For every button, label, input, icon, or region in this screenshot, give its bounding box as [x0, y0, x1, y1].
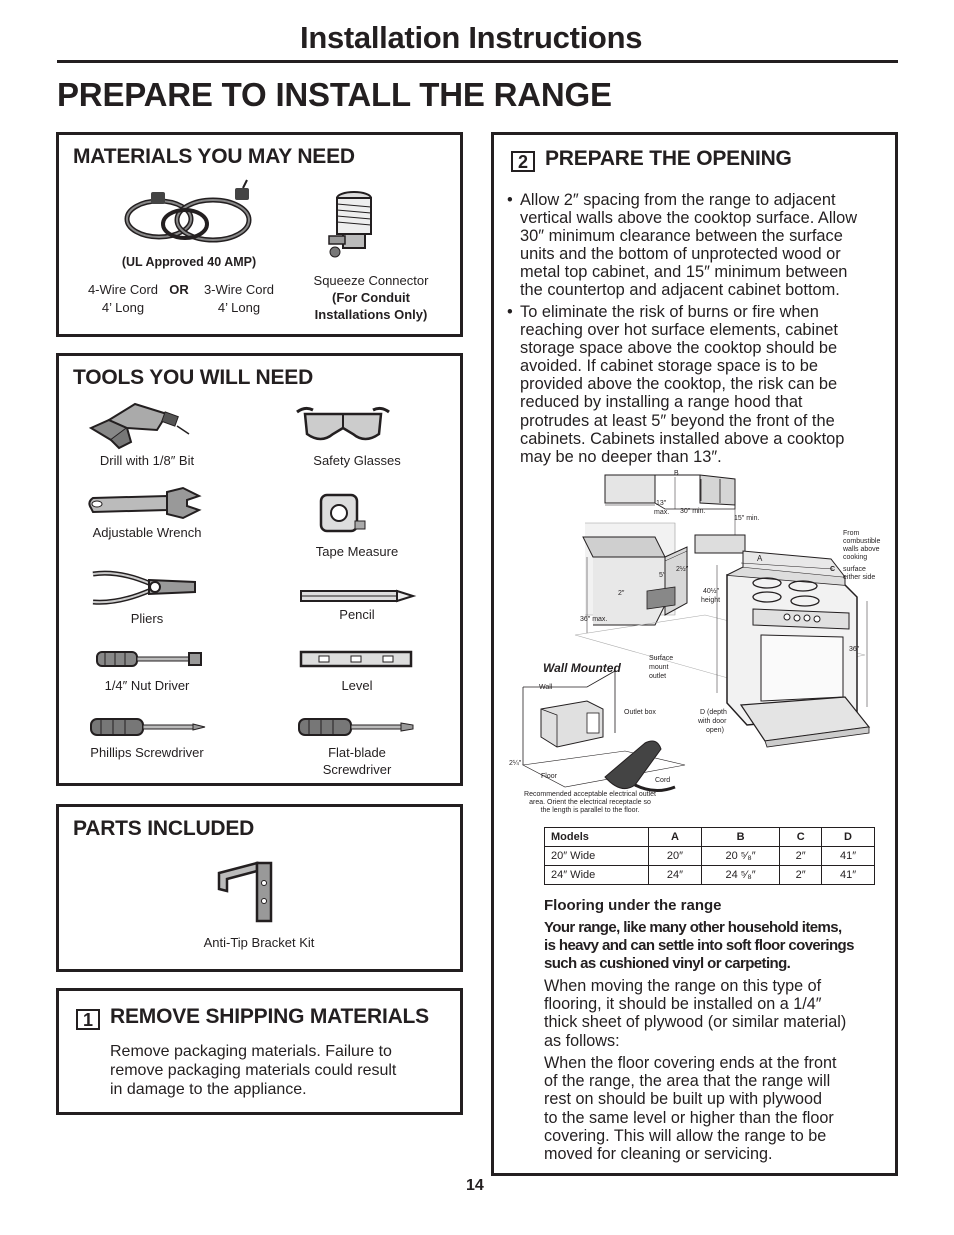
dim-2half-label: 2½″	[676, 566, 689, 573]
warn-line: is heavy and can settle into soft floor coverings	[544, 937, 854, 955]
table-row	[545, 866, 875, 885]
b1-line: units and the bottom of unprotected wood or	[520, 245, 841, 264]
flooring-para-1	[544, 977, 846, 1050]
drill-icon	[87, 396, 192, 451]
pencil-icon	[299, 588, 417, 604]
table-header: B	[701, 828, 779, 847]
b2-line: To eliminate the risk of burns or fire when	[520, 303, 819, 321]
bullet-spacing: • Allow 2″ spacing from the range to adjacent vertical walls above the cooktop surface. Allow 30″ minimum clearance between the surface units and the bottom of unprotected wood or metal top cabinet, and 15″ minimum between the countertop and adjacent cabinet bottom.	[507, 191, 858, 300]
b2-line: cabinets. Cabinets installed above a cooktop	[520, 429, 845, 448]
table-header-row	[545, 828, 875, 847]
dim-5-label: 5″	[659, 572, 666, 579]
materials-title: MATERIALS YOU MAY NEED	[73, 145, 355, 168]
surface-label-2: mount	[649, 664, 669, 671]
from-label-1: From	[843, 530, 860, 537]
level-icon	[299, 650, 413, 668]
b2-line: storage space above the cooktop should be	[520, 339, 838, 358]
step-1-badge: 1	[76, 1009, 100, 1030]
nut-driver-icon	[95, 650, 203, 668]
pencil-label: Pencil	[339, 607, 375, 622]
recommend-label-1: Recommended acceptable electrical outlet	[524, 791, 656, 798]
flat-label-2: Screwdriver	[322, 762, 392, 777]
table-cell: 20″ Wide	[545, 847, 649, 866]
height-label: height	[701, 597, 721, 604]
phillips-label: Phillips Screwdriver	[90, 745, 204, 760]
p2-line: of the range, the area that the range will	[544, 1072, 831, 1091]
tools-title: TOOLS YOU WILL NEED	[73, 366, 314, 389]
remove-line-1: Remove packaging materials. Failure to	[110, 1043, 392, 1060]
cord3-length: 4’ Long	[217, 300, 261, 315]
b1-line: vertical walls above the cooktop surface. Allow	[520, 209, 858, 228]
p2-line: When the floor covering ends at the front	[544, 1054, 837, 1072]
recommend-label-3: the length is parallel to the floor.	[540, 807, 640, 814]
outlet-box-label: Outlet box	[624, 709, 656, 716]
cord4-label: 4-Wire Cord	[87, 282, 159, 297]
b1-line: Allow 2″ spacing from the range to adjacent	[520, 191, 836, 209]
warn-line: Your range, like many other household items,	[544, 919, 842, 936]
table-cell: 24″ Wide	[545, 866, 649, 885]
dim-2-label: 2″	[618, 590, 625, 597]
recommend-label-2: area. Orient the electrical receptacle so	[529, 799, 651, 806]
from-label-4: cooking	[843, 554, 868, 561]
p2-line: moved for cleaning or servicing.	[544, 1145, 773, 1164]
b1-line: the countertop and adjacent cabinet bottom.	[520, 281, 840, 300]
cord4-length: 4’ Long	[101, 300, 145, 315]
b2-line: provided above the cooktop, the risk can be	[520, 375, 838, 394]
b2-line: reduced by installing a range hood that	[520, 393, 803, 412]
materials-box	[56, 132, 463, 337]
drill-label: Drill with 1/8″ Bit	[99, 453, 195, 468]
table-cell: 2″	[780, 847, 822, 866]
parts-box	[56, 804, 463, 972]
bullet-burns: • To eliminate the risk of burns or fire when reaching over hot surface elements, cabinet storage space above the cooktop should be avoided. If cabinet storage space is to be provided above the cooktop, the risk can be reduced by installing a range hood that protrudes at least 5″ beyond the front of the cabinets. Cabinets installed above a cooktop may be no deeper than 13″.	[507, 303, 845, 466]
dim-a-label: A	[757, 554, 763, 563]
nutdriver-label: 1/4″ Nut Driver	[104, 678, 190, 693]
surface-label-3: outlet	[649, 673, 667, 680]
models-table	[544, 827, 875, 885]
ul-label: (UL Approved 40 AMP)	[121, 255, 257, 269]
b1-line: metal top cabinet, and 15″ minimum between	[520, 263, 848, 282]
dim-40-label: 40½″	[703, 588, 720, 595]
p2-line: to the same level or higher than the floor	[544, 1108, 834, 1127]
dim-max-label: max.	[654, 509, 670, 516]
from-label-3: walls above	[843, 546, 880, 553]
table-header: A	[648, 828, 701, 847]
squeeze-connector-icon	[329, 190, 379, 265]
pliers-label: Pliers	[130, 611, 164, 626]
d-depth-label-2: with door	[698, 718, 727, 725]
b1-line: 30″ minimum clearance between the surface	[520, 227, 843, 246]
p1-line: When moving the range on this type of	[544, 977, 822, 995]
bracket-label: Anti-Tip Bracket Kit	[203, 935, 315, 950]
table-cell: 20″	[648, 847, 701, 866]
table-cell: 41″	[822, 847, 875, 866]
p1-line: flooring, it should be installed on a 1/4″	[544, 995, 822, 1014]
page-number: 14	[466, 1177, 484, 1194]
dim-36max-label: 36″ max.	[580, 616, 608, 623]
dim-b-label: B	[674, 470, 679, 477]
or-label: OR	[169, 282, 189, 297]
dim-2quarter-label: 2¼″	[509, 760, 522, 767]
page-title: PREPARE TO INSTALL THE RANGE	[57, 76, 612, 113]
flooring-para-2	[544, 1054, 836, 1163]
from-label-5: surface	[843, 566, 866, 573]
p1-line: thick sheet of plywood (or similar material)	[544, 1013, 847, 1032]
flooring-warning	[544, 919, 854, 974]
installation-diagram	[505, 465, 895, 810]
d-depth-label-3: open)	[706, 727, 724, 734]
conduit-label-2: Installations Only)	[314, 307, 428, 322]
from-label-2: combustible	[843, 538, 881, 545]
table-header: D	[822, 828, 875, 847]
table-cell: 24 ⁵⁄₈″	[701, 866, 779, 885]
header-title: Installation Instructions	[300, 20, 643, 55]
power-cord-icon	[123, 186, 263, 256]
remove-line-2: remove packaging materials could result	[110, 1062, 397, 1079]
p2-line: covering. This will allow the range to be	[544, 1126, 827, 1145]
d-depth-label-1: D (depth	[700, 709, 727, 716]
b2-line: protrudes at least 5″ beyond the front of the	[520, 411, 835, 430]
conduit-label-1: (For Conduit	[332, 290, 410, 305]
remove-box	[56, 988, 463, 1115]
wrench-label: Adjustable Wrench	[92, 525, 202, 540]
table-header: Models	[545, 828, 649, 847]
table-cell: 20 ⁵⁄₈″	[701, 847, 779, 866]
header-rule	[57, 60, 898, 63]
tools-box	[56, 353, 463, 786]
dim-15-label: 15″ min.	[734, 515, 760, 522]
pliers-icon	[89, 566, 199, 608]
cord3-label: 3-Wire Cord	[203, 282, 275, 297]
anti-tip-bracket-icon	[217, 859, 279, 925]
wall-label: Wall	[539, 684, 553, 691]
b2-line: reaching over hot surface elements, cabinet	[520, 321, 838, 340]
dim-30-label: 30″ min.	[680, 508, 706, 515]
table-cell: 41″	[822, 866, 875, 885]
flat-label-1: Flat-blade	[328, 745, 386, 760]
wall-mounted-label: Wall Mounted	[543, 661, 621, 675]
tape-measure-icon	[317, 491, 367, 535]
step-2-badge: 2	[511, 151, 535, 172]
flooring-title: Flooring under the range	[544, 897, 722, 914]
b2-line: avoided. If cabinet storage space is to be	[520, 357, 818, 376]
table-cell: 2″	[780, 866, 822, 885]
adjustable-wrench-icon	[87, 486, 202, 520]
squeeze-label: Squeeze Connector	[313, 273, 429, 288]
level-label: Level	[341, 678, 373, 693]
table-header: C	[780, 828, 822, 847]
from-label-6: either side	[843, 574, 876, 581]
dim-36-label: 36″	[849, 646, 860, 653]
dim-c-label: C	[830, 566, 836, 573]
opening-title: PREPARE THE OPENING	[545, 147, 792, 170]
remove-line-3: in damage to the appliance.	[110, 1081, 307, 1098]
p2-line: rest on should be built up with plywood	[544, 1090, 823, 1109]
floor-label: Floor	[541, 773, 557, 780]
glasses-label: Safety Glasses	[313, 453, 401, 468]
b2-line: may be no deeper than 13″.	[520, 447, 722, 466]
flat-screwdriver-icon	[297, 718, 415, 736]
parts-title: PARTS INCLUDED	[73, 817, 255, 840]
safety-glasses-icon	[295, 404, 391, 448]
warn-line: such as cushioned vinyl or carpeting.	[544, 955, 791, 973]
remove-title: REMOVE SHIPPING MATERIALS	[110, 1005, 429, 1028]
table-cell: 24″	[648, 866, 701, 885]
cord-label: Cord	[655, 777, 671, 784]
table-row	[545, 847, 875, 866]
p1-line: as follows:	[544, 1031, 620, 1050]
dim-13-label: 13″	[656, 500, 667, 507]
surface-label-1: Surface	[649, 655, 674, 662]
phillips-screwdriver-icon	[89, 718, 207, 736]
tape-label: Tape Measure	[315, 544, 399, 559]
